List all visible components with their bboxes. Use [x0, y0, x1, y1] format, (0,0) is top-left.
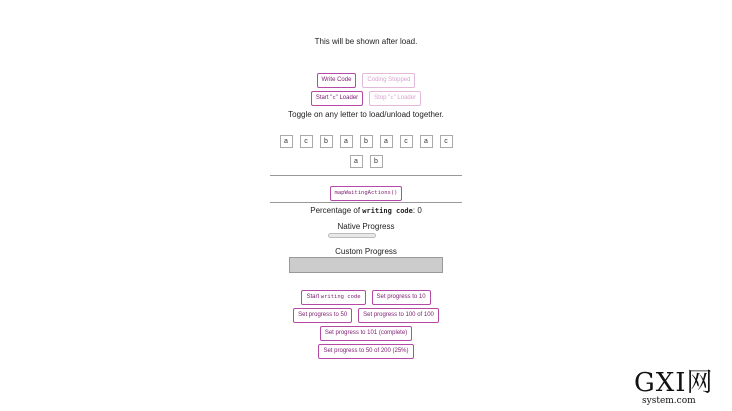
- percentage-separator: :: [412, 206, 418, 215]
- letter-toggle[interactable]: c: [300, 135, 313, 148]
- percentage-readout: [0, 206, 732, 215]
- set-progress-10-button[interactable]: Set progress to 10: [372, 290, 431, 305]
- set-progress-101-button[interactable]: Set progress to 101 (complete): [320, 326, 412, 341]
- progress-controls-row2: [0, 303, 732, 323]
- letter-toggle[interactable]: a: [340, 135, 353, 148]
- letter-toggle[interactable]: a: [350, 155, 363, 168]
- stop-loader-prefix: Stop ": [374, 95, 391, 101]
- stop-loader-code: c: [390, 95, 394, 101]
- letter-toggles-row2: [0, 150, 732, 168]
- write-code-button[interactable]: Write Code: [317, 73, 357, 88]
- letter-toggles-row1: [0, 130, 732, 148]
- loaded-text: This will be shown after load.: [314, 37, 418, 46]
- letter-toggle[interactable]: a: [420, 135, 433, 148]
- start-loader-prefix: Start ": [315, 95, 333, 101]
- coding-stopped-button[interactable]: Coding Stopped: [362, 73, 415, 88]
- letter-toggle[interactable]: b: [370, 155, 383, 168]
- progress-controls-row3: [0, 321, 732, 341]
- letter-toggle[interactable]: a: [280, 135, 293, 148]
- letter-toggle[interactable]: c: [400, 135, 413, 148]
- toggle-hint: Toggle on any letter to load/unload together.: [288, 110, 444, 119]
- letter-toggle[interactable]: c: [440, 135, 453, 148]
- letter-toggle[interactable]: a: [380, 135, 393, 148]
- set-progress-100-of-100-button[interactable]: Set progress to 100 of 100: [358, 308, 439, 323]
- percentage-value: 0: [417, 206, 422, 215]
- start-loader-button[interactable]: [311, 91, 363, 106]
- divider: [270, 175, 462, 176]
- start-writing-code-code: writing code: [320, 294, 361, 300]
- letter-toggle[interactable]: b: [320, 135, 333, 148]
- map-waiting-actions-button[interactable]: [330, 186, 403, 201]
- percentage-code: writing code: [362, 207, 413, 215]
- map-row: [0, 181, 732, 201]
- coding-controls: [0, 68, 732, 88]
- watermark-top: GXI网: [634, 368, 714, 398]
- native-progress-bar: [328, 233, 376, 238]
- progress-controls-row1: [0, 285, 732, 305]
- letter-toggle[interactable]: b: [360, 135, 373, 148]
- custom-progress-bar: [289, 257, 443, 273]
- set-progress-50-button[interactable]: Set progress to 50: [293, 308, 352, 323]
- start-loader-suffix: " Loader: [335, 95, 359, 101]
- start-writing-code-prefix: Start: [306, 294, 321, 300]
- stop-loader-suffix: " Loader: [393, 95, 417, 101]
- loader-controls: [0, 86, 732, 106]
- stop-loader-button[interactable]: [369, 91, 421, 106]
- map-waiting-actions-label: mapWaitingActions(): [334, 190, 398, 196]
- percentage-prefix: Percentage of: [310, 206, 363, 215]
- divider: [270, 202, 462, 203]
- custom-progress-label: Custom Progress: [335, 247, 397, 256]
- set-progress-50-of-200-button[interactable]: Set progress to 50 of 200 (25%): [318, 344, 413, 359]
- watermark-bottom: system.com: [642, 396, 696, 406]
- native-progress-label: Native Progress: [337, 222, 395, 231]
- start-loader-code: c: [332, 95, 336, 101]
- progress-controls-row4: [0, 339, 732, 359]
- watermark-logo: [628, 369, 726, 407]
